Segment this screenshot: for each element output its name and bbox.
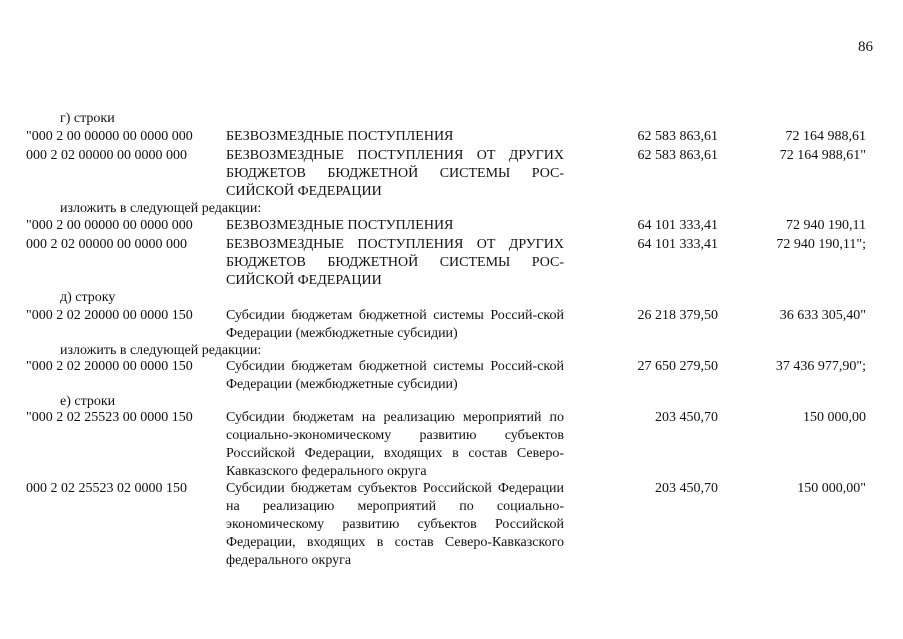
replace-instruction: изложить в следующей редакции: bbox=[60, 201, 262, 216]
row-value-2: 72 940 190,11 bbox=[786, 218, 866, 233]
row-description: Субсидии бюджетам бюджетной системы Россий-ской Федерации (межбюджетные субсидии) bbox=[226, 308, 564, 341]
row-value-1: 203 450,70 bbox=[655, 481, 718, 496]
row-description: БЕЗВОЗМЕЗДНЫЕ ПОСТУПЛЕНИЯ ОТ ДРУГИХ БЮДЖЕТОВ БЮДЖЕТНОЙ СИСТЕМЫ РОС-СИЙСКОЙ ФЕДЕРАЦИИ bbox=[226, 237, 564, 288]
section-label-g: г) строки bbox=[60, 111, 115, 126]
row-code: 000 2 02 25523 02 0000 150 bbox=[26, 481, 187, 496]
row-value-2: 150 000,00 bbox=[803, 410, 866, 425]
row-code: "000 2 02 20000 00 0000 150 bbox=[26, 359, 193, 374]
row-value-1: 203 450,70 bbox=[655, 410, 718, 425]
row-description: БЕЗВОЗМЕЗДНЫЕ ПОСТУПЛЕНИЯ bbox=[226, 218, 454, 233]
row-value-1: 26 218 379,50 bbox=[637, 308, 718, 323]
section-label-e: е) строки bbox=[60, 394, 116, 409]
row-value-2: 36 633 305,40" bbox=[779, 308, 866, 323]
row-value-1: 64 101 333,41 bbox=[637, 237, 718, 252]
replace-instruction: изложить в следующей редакции: bbox=[60, 343, 262, 358]
row-value-2: 72 164 988,61 bbox=[785, 129, 866, 144]
page-number: 86 bbox=[858, 39, 873, 55]
row-value-2: 72 940 190,11"; bbox=[776, 237, 866, 252]
row-description: Субсидии бюджетам на реализацию мероприятий по социально-экономическому развитию субъектов Российской Федерации, входящих в состав Северо-Кавказского федерального округа bbox=[226, 410, 564, 479]
row-description: Субсидии бюджетам субъектов Российской Федерации на реализацию мероприятий по социально-экономическому развитию субъектов Российской Федерации, входящих в состав Северо-Кавказского федерального округа bbox=[226, 481, 564, 568]
row-description: Субсидии бюджетам бюджетной системы Россий-ской Федерации (межбюджетные субсидии) bbox=[226, 359, 564, 392]
row-code: "000 2 00 00000 00 0000 000 bbox=[26, 129, 193, 144]
row-value-1: 64 101 333,41 bbox=[637, 218, 718, 233]
row-code: 000 2 02 00000 00 0000 000 bbox=[26, 237, 187, 252]
row-code: "000 2 02 25523 00 0000 150 bbox=[26, 410, 193, 425]
row-description: БЕЗВОЗМЕЗДНЫЕ ПОСТУПЛЕНИЯ ОТ ДРУГИХ БЮДЖЕТОВ БЮДЖЕТНОЙ СИСТЕМЫ РОС-СИЙСКОЙ ФЕДЕРАЦИИ bbox=[226, 148, 564, 199]
row-code: 000 2 02 00000 00 0000 000 bbox=[26, 148, 187, 163]
row-description: БЕЗВОЗМЕЗДНЫЕ ПОСТУПЛЕНИЯ bbox=[226, 129, 454, 144]
row-code: "000 2 02 20000 00 0000 150 bbox=[26, 308, 193, 323]
row-value-2: 150 000,00" bbox=[797, 481, 866, 496]
section-label-d: д) строку bbox=[60, 290, 116, 305]
row-value-2: 37 436 977,90"; bbox=[775, 359, 866, 374]
row-value-1: 27 650 279,50 bbox=[637, 359, 718, 374]
row-code: "000 2 00 00000 00 0000 000 bbox=[26, 218, 193, 233]
row-value-1: 62 583 863,61 bbox=[637, 148, 718, 163]
row-value-1: 62 583 863,61 bbox=[637, 129, 718, 144]
row-value-2: 72 164 988,61" bbox=[779, 148, 866, 163]
